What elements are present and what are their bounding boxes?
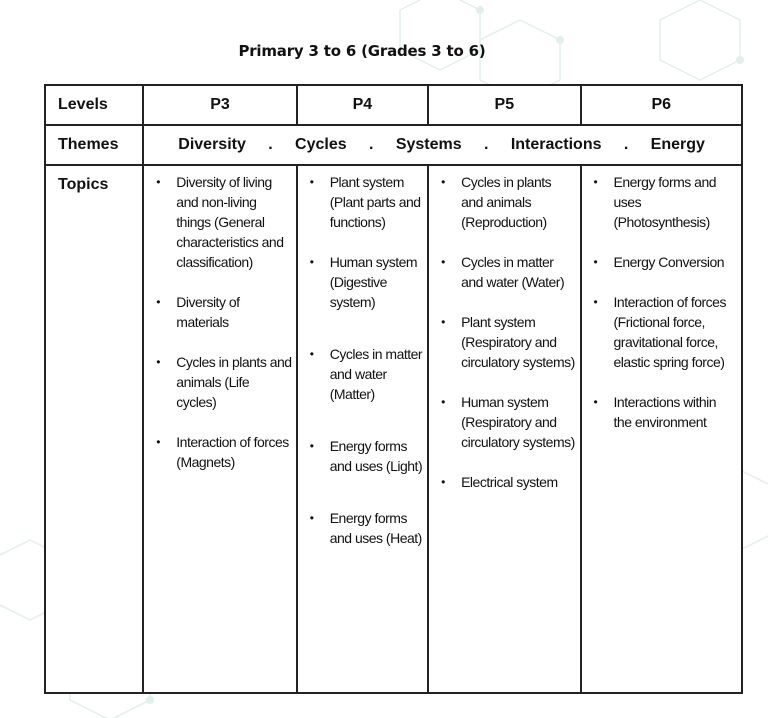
topic-list-p5 <box>429 166 579 492</box>
list-item: • Interaction of forces (Frictional force, gravitational force, elastic spring force) <box>582 292 737 372</box>
list-item: • Diversity of living and non-living things (General characteristics and classification) <box>144 172 291 272</box>
theme-separator: . <box>369 136 374 153</box>
list-item: • Plant system (Respiratory and circulatory systems) <box>429 312 575 372</box>
list-item: • Human system (Respiratory and circulatory systems) <box>429 392 575 452</box>
topics-cell-p4 <box>297 165 428 693</box>
list-item: • Energy forms and uses (Light) <box>298 436 423 476</box>
list-item: • Human system (Digestive system) <box>298 252 423 312</box>
page-title: Primary 3 to 6 (Grades 3 to 6) <box>238 42 486 60</box>
topics-cell-p6 <box>581 165 742 693</box>
list-item: • Electrical system <box>429 472 575 492</box>
list-item: • Plant system (Plant parts and functions) <box>298 172 423 232</box>
list-item: • Energy forms and uses (Heat) <box>298 508 423 548</box>
topic-list-p6 <box>582 166 741 432</box>
theme-diversity: Diversity <box>178 136 246 153</box>
list-item: • Cycles in matter and water (Water) <box>429 252 575 292</box>
list-item: • Interactions within the environment <box>582 392 737 432</box>
levels-label: Levels <box>45 85 143 125</box>
column-header-p6: P6 <box>581 85 742 125</box>
list-item: • Energy forms and uses (Photosynthesis) <box>582 172 737 232</box>
theme-interactions: Interactions <box>510 136 602 153</box>
list-item: • Cycles in matter and water (Matter) <box>298 344 423 404</box>
themes-cell <box>143 125 742 165</box>
theme-cycles: Cycles <box>295 136 347 153</box>
theme-separator: . <box>268 136 273 153</box>
theme-separator: . <box>623 136 629 153</box>
theme-systems: Systems <box>395 136 462 153</box>
list-item: • Cycles in plants and animals (Life cycles) <box>144 352 291 412</box>
themes-label: Themes <box>45 125 143 165</box>
topic-list-p4 <box>298 166 427 548</box>
topic-list-p3 <box>144 166 295 472</box>
list-item: • Interaction of forces (Magnets) <box>144 432 291 472</box>
topics-cell-p5 <box>428 165 580 693</box>
column-header-p4: P4 <box>297 85 428 125</box>
list-item: • Diversity of materials <box>144 292 291 332</box>
topics-label: Topics <box>45 165 143 693</box>
list-item: • Cycles in plants and animals (Reproduction) <box>429 172 575 232</box>
topics-cell-p3 <box>143 165 296 693</box>
column-header-p5: P5 <box>428 85 580 125</box>
theme-energy: Energy <box>650 136 705 153</box>
curriculum-table <box>44 84 743 694</box>
themes-row <box>45 125 742 165</box>
column-header-p3: P3 <box>143 85 296 125</box>
levels-header-row <box>45 85 742 125</box>
theme-separator: . <box>484 136 489 153</box>
topics-row <box>45 165 742 693</box>
list-item: • Energy Conversion <box>582 252 737 272</box>
